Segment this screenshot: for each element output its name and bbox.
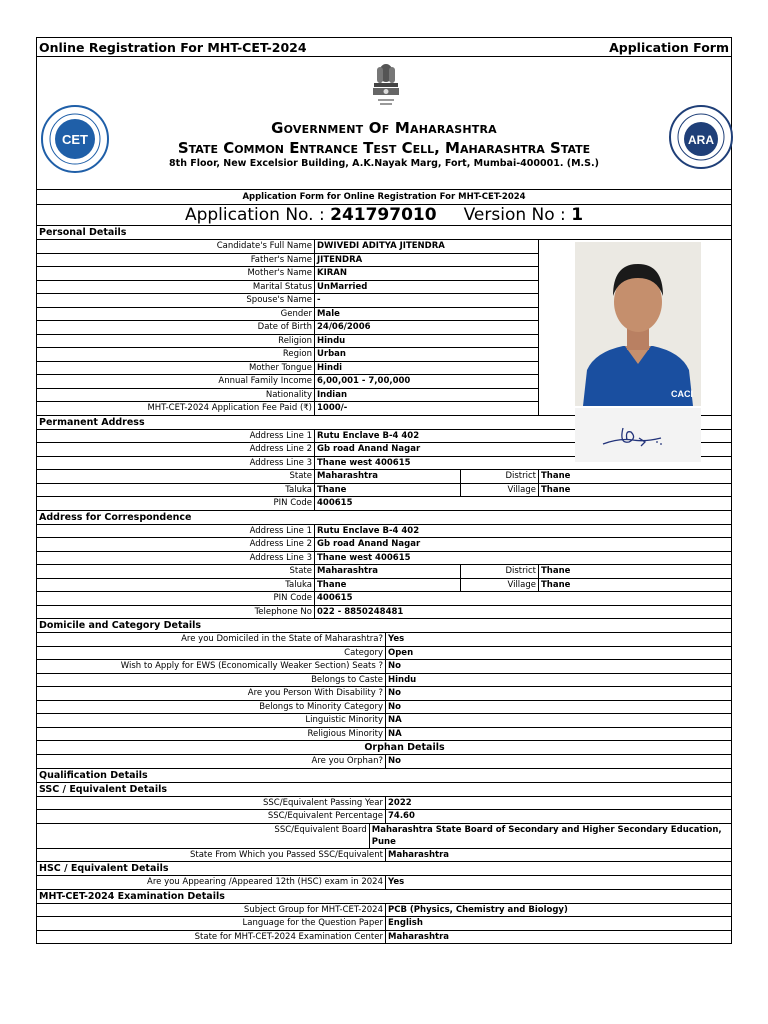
top-bar (37, 38, 731, 57)
field-label: Taluka (37, 579, 315, 592)
field-value: Gb road Anand Nagar (317, 444, 421, 454)
field-value: DWIVEDI ADITYA JITENDRA (317, 241, 445, 251)
field-value: Maharashtra (388, 849, 450, 860)
field-label: PIN Code (37, 592, 315, 605)
field-label: Taluka (37, 484, 315, 497)
field-label: SSC/Equivalent Percentage (37, 810, 386, 823)
field-value: Urban (317, 349, 346, 359)
field-label: SSC/Equivalent Board (37, 824, 370, 848)
field-value: Maharashtra (315, 565, 461, 578)
field-row (37, 348, 538, 362)
candidate-photo (575, 242, 701, 406)
field-value: English (388, 918, 423, 928)
exam-heading: MHT-CET-2024 Examination Details (37, 890, 731, 904)
field-row (37, 647, 731, 661)
ssc-rows (37, 797, 731, 863)
hsc-heading: HSC / Equivalent Details (37, 862, 731, 876)
government-title: Government Of Maharashtra (271, 119, 497, 137)
field-value: Maharashtra (388, 931, 450, 942)
field-value: No (388, 756, 401, 766)
field-row (37, 917, 731, 931)
field-row (37, 660, 731, 674)
field-value: 74.60 (388, 811, 415, 821)
field-label: State (37, 565, 315, 578)
header (37, 57, 731, 190)
field-label: Linguistic Minority (37, 714, 386, 727)
field-row (37, 824, 731, 849)
cet-logo-text: CET (62, 132, 88, 147)
cell-address: 8th Floor, New Excelsior Building, A.K.Nayak Marg, Fort, Mumbai-400001. (M.S.) (169, 158, 599, 169)
field-label: State (37, 470, 315, 483)
svg-text:CACI: CACI (671, 389, 694, 399)
field-label: Marital Status (37, 281, 315, 294)
field-value: Open (388, 647, 414, 658)
field-value: 400615 (317, 498, 353, 508)
field-value: Hindi (317, 362, 343, 373)
application-number-bar (37, 205, 731, 226)
field-label: Address Line 2 (37, 538, 315, 551)
field-label: Language for the Question Paper (37, 917, 386, 930)
orphan-heading (37, 741, 731, 755)
corr-line1-row (37, 525, 731, 539)
photo-column (539, 240, 731, 415)
application-number: 241797010 (330, 205, 437, 225)
field-row (37, 701, 731, 715)
exam-rows (37, 904, 731, 944)
field-label: Mother's Name (37, 267, 315, 280)
form-type: Application Form (609, 39, 729, 55)
field-value: Thane (541, 579, 571, 590)
field-value: Rutu Enclave B-4 402 (317, 430, 420, 441)
field-value: Thane west 400615 (317, 552, 411, 563)
field-label: Are you Orphan? (37, 755, 386, 768)
personal-details-heading: Personal Details (37, 226, 731, 240)
form-heading: Online Registration For MHT-CET-2024 (39, 39, 307, 55)
field-value: Rutu Enclave B-4 402 (317, 525, 420, 536)
field-label: Father's Name (37, 254, 315, 267)
field-row (37, 254, 538, 268)
application-number-label: Application No. : (184, 205, 325, 225)
field-label: Telephone No (37, 606, 315, 619)
field-label: Mother Tongue (37, 362, 315, 375)
field-row (37, 674, 731, 688)
field-value: Thane (541, 484, 571, 495)
field-value: PCB (Physics, Chemistry and Biology) (388, 904, 568, 915)
field-label: Address Line 1 (37, 430, 315, 443)
field-label: Religious Minority (37, 728, 386, 741)
ara-logo-text: ARA (688, 133, 714, 147)
field-row (37, 321, 538, 335)
field-value: UnMarried (317, 281, 368, 292)
field-row (37, 687, 731, 701)
version-number: 1 (571, 205, 584, 225)
field-value: Thane (541, 471, 571, 481)
field-label: Annual Family Income (37, 375, 315, 388)
permanent-pin-row (37, 497, 731, 511)
domicile-rows (37, 633, 731, 741)
field-label: Are you Domiciled in the State of Maharashtra? (37, 633, 386, 646)
field-value: No (388, 661, 401, 671)
field-value: No (388, 701, 401, 712)
field-label: Wish to Apply for EWS (Economically Weaker Section) Seats ? (37, 660, 386, 673)
field-label: Are you Appearing /Appeared 12th (HSC) exam in 2024 (37, 876, 386, 889)
field-row (37, 402, 538, 415)
field-label: Are you Person With Disability ? (37, 687, 386, 700)
hsc-row (37, 876, 731, 890)
field-label: Address Line 3 (37, 552, 315, 565)
field-value: Gb road Anand Nagar (317, 539, 421, 549)
field-value: Thane (315, 579, 461, 592)
field-value: Maharashtra (315, 470, 461, 483)
field-label: Address Line 3 (37, 457, 315, 470)
domicile-heading: Domicile and Category Details (37, 619, 731, 633)
corr-taluka-row (37, 579, 731, 593)
state-emblem-icon (368, 61, 404, 113)
field-label: Village (461, 484, 539, 497)
field-value: Yes (388, 634, 405, 644)
field-row (37, 728, 731, 742)
field-value: Maharashtra State Board of Secondary and Higher Secondary Education, Pune (371, 824, 722, 847)
corr-line2-row (37, 538, 731, 552)
field-label: Belongs to Caste (37, 674, 386, 687)
field-label: Nationality (37, 389, 315, 402)
cell-title: State Common Entrance Test Cell, Maharashtra State (177, 139, 591, 157)
field-row (37, 362, 538, 376)
field-row (37, 281, 538, 295)
field-row (37, 797, 731, 811)
field-value: Yes (388, 877, 405, 887)
field-label: MHT-CET-2024 Application Fee Paid (₹) (37, 402, 315, 415)
field-value: NA (388, 728, 402, 739)
field-value: 2022 (388, 797, 412, 808)
field-row (37, 849, 731, 863)
field-label: Category (37, 647, 386, 660)
field-row (37, 294, 538, 308)
corr-state-row (37, 565, 731, 579)
field-label: PIN Code (37, 497, 315, 510)
field-value: Male (317, 308, 340, 319)
field-label: Gender (37, 308, 315, 321)
field-row (37, 714, 731, 728)
field-value: Thane west 400615 (317, 457, 411, 468)
field-value: 6,00,001 - 7,00,000 (317, 376, 411, 386)
field-label: Date of Birth (37, 321, 315, 334)
permanent-state-row (37, 470, 731, 484)
ssc-heading: SSC / Equivalent Details (37, 783, 731, 797)
field-label: SSC/Equivalent Passing Year (37, 797, 386, 810)
form-subtitle: Application Form for Online Registration For MHT-CET-2024 (37, 190, 731, 205)
field-label: Region (37, 348, 315, 361)
field-value: 400615 (317, 593, 353, 603)
field-label: Subject Group for MHT-CET-2024 (37, 904, 386, 917)
field-label: Spouse's Name (37, 294, 315, 307)
field-value: Hindu (317, 335, 346, 346)
field-row (37, 389, 538, 403)
field-row (37, 267, 538, 281)
field-label: State for MHT-CET-2024 Examination Center (37, 931, 386, 944)
field-label: Address Line 2 (37, 443, 315, 456)
corr-pin-row (37, 592, 731, 606)
candidate-signature (575, 408, 701, 462)
field-row (37, 904, 731, 918)
field-value: Hindu (388, 674, 417, 685)
field-value: KIRAN (317, 268, 347, 278)
field-label: Religion (37, 335, 315, 348)
field-value: - (317, 295, 321, 305)
field-label: Belongs to Minority Category (37, 701, 386, 714)
corr-line3-row (37, 552, 731, 566)
field-value: NA (388, 715, 402, 725)
orphan-title: Orphan Details (364, 742, 445, 753)
field-value: 022 - 8850248481 (317, 606, 404, 617)
personal-rows (37, 240, 539, 415)
corr-phone-row (37, 606, 731, 620)
field-label: Village (461, 579, 539, 592)
field-row (37, 240, 538, 254)
permanent-taluka-row (37, 484, 731, 498)
field-row (37, 810, 731, 824)
version-label: Version No : (463, 205, 566, 225)
correspondence-heading: Address for Correspondence (37, 511, 731, 525)
field-row (37, 308, 538, 322)
field-value: Thane (315, 484, 461, 497)
field-label: State From Which you Passed SSC/Equivalent (37, 849, 386, 862)
field-value: Thane (541, 566, 571, 576)
field-row (37, 931, 731, 944)
orphan-row (37, 755, 731, 769)
field-value: Indian (317, 389, 347, 400)
field-row (37, 633, 731, 647)
field-value: JITENDRA (317, 254, 363, 265)
field-label: District (461, 565, 539, 578)
field-value: 24/06/2006 (317, 322, 371, 332)
personal-details (37, 240, 731, 416)
field-label: District (461, 470, 539, 483)
field-label: Address Line 1 (37, 525, 315, 538)
field-row (37, 335, 538, 349)
field-value: No (388, 688, 401, 698)
field-label: Candidate's Full Name (37, 240, 315, 253)
application-form (36, 37, 732, 944)
qualification-heading: Qualification Details (37, 769, 731, 783)
permanent-address-heading: Permanent Address (37, 416, 731, 430)
field-row (37, 375, 538, 389)
field-value: 1000/- (317, 403, 348, 413)
